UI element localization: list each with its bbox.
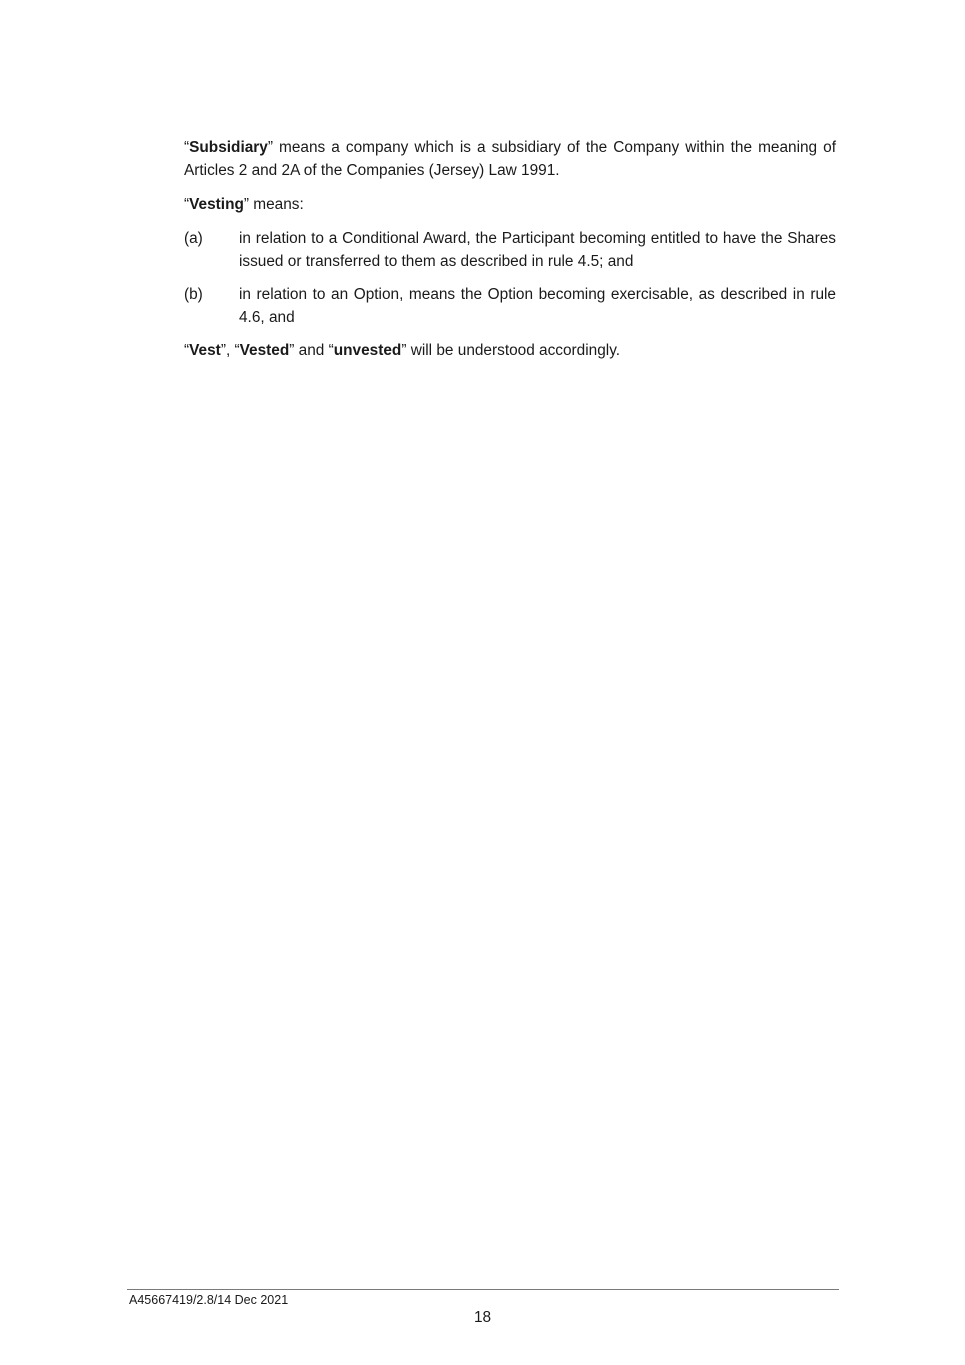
defined-term-vest: Vest — [189, 342, 221, 359]
defined-term-subsidiary: Subsidiary — [189, 139, 268, 156]
close-quote: ” — [267, 139, 273, 156]
list-item-text: in relation to an Option, means the Option becoming exercisable, as described in rule 4.6, and — [239, 286, 836, 326]
footer-document-reference: A45667419/2.8/14 Dec 2021 — [129, 1293, 289, 1307]
defined-term-unvested: unvested — [333, 342, 402, 359]
document-body — [184, 136, 836, 373]
list-item — [184, 283, 836, 329]
separator: ”, “ — [220, 342, 240, 359]
list-item-label: (b) — [184, 286, 203, 303]
definition-text: means: — [249, 196, 304, 213]
definition-text: ” will be understood accordingly. — [401, 342, 621, 359]
open-quote: “ — [184, 196, 190, 213]
defined-term-vested: Vested — [239, 342, 290, 359]
definition-text: means a company which is a subsidiary of the Company within the meaning of Articles 2 and 2A of the Companies (Jersey) Law 1991. — [184, 139, 836, 179]
list-item-label: (a) — [184, 230, 203, 247]
open-quote: “ — [184, 342, 190, 359]
defined-term-vesting: Vesting — [189, 196, 244, 213]
separator: ” and “ — [289, 342, 334, 359]
definition-vesting — [184, 193, 836, 216]
definition-vest-variants — [184, 339, 836, 362]
list-item-text: in relation to a Conditional Award, the Participant becoming entitled to have the Shares issued or transferred to them as described in rule 4.5; and — [239, 230, 836, 270]
definition-subsidiary — [184, 136, 836, 182]
page-number: 18 — [473, 1309, 492, 1326]
list-item — [184, 227, 836, 273]
close-quote: ” — [243, 196, 250, 213]
open-quote: “ — [184, 139, 190, 156]
footer-divider — [127, 1289, 839, 1290]
